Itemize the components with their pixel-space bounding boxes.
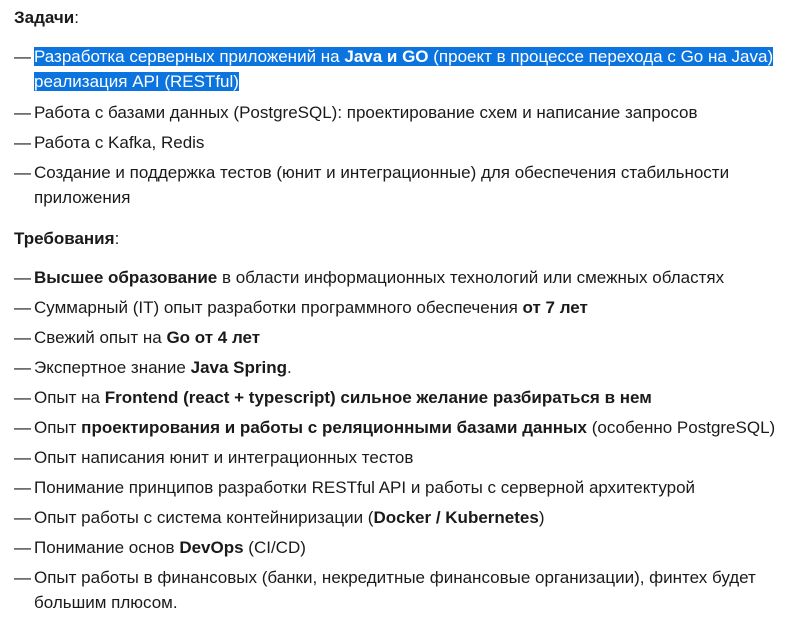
- list-item: — Создание и поддержка тестов (юнит и интеграционные) для обеспечения стабильности приложения: [14, 163, 730, 207]
- list-item: — Опыт работы в финансовых (банки, некредитные финансовые организации), финтех будет большим плюсом.: [14, 568, 756, 612]
- list-item: — Свежий опыт на Go от 4 лет: [14, 328, 261, 347]
- list-item: — Экспертное знание Java Spring.: [14, 358, 292, 377]
- list-item: — Опыт на Frontend (react + typescript) сильное желание разбираться в нем: [14, 388, 652, 407]
- tasks-heading: Задачи:: [14, 8, 79, 27]
- list-item: — Работа с Kafka, Redis: [14, 133, 205, 152]
- selected-text[interactable]: Разработка серверных приложений на Java и GO (проект в процессе перехода с Go на Java) реализация API (RESTful): [34, 47, 774, 91]
- list-item: — Понимание основ DevOps (CI/CD): [14, 538, 306, 557]
- list-item: — Работа с базами данных (PostgreSQL): проектирование схем и написание запросов: [14, 103, 698, 122]
- list-item: — Разработка серверных приложений на Java и GO (проект в процессе перехода с Go на Java) реализация API (RESTful): [14, 47, 774, 91]
- list-item: — Опыт написания юнит и интеграционных тестов: [14, 448, 414, 467]
- list-item: — Высшее образование в области информационных технологий или смежных областях: [14, 268, 725, 287]
- list-item: — Понимание принципов разработки RESTful API и работы с серверной архитектурой: [14, 478, 696, 497]
- requirements-list: [14, 265, 794, 615]
- requirements-heading: Требования:: [14, 229, 120, 248]
- list-item: — Опыт проектирования и работы с реляционными базами данных (особенно PostgreSQL): [14, 418, 776, 437]
- list-item: — Опыт работы с система контейниризации (Docker / Kubernetes): [14, 508, 545, 527]
- list-item: — Суммарный (IT) опыт разработки программного обеспечения от 7 лет: [14, 298, 588, 317]
- tasks-list: [14, 44, 794, 210]
